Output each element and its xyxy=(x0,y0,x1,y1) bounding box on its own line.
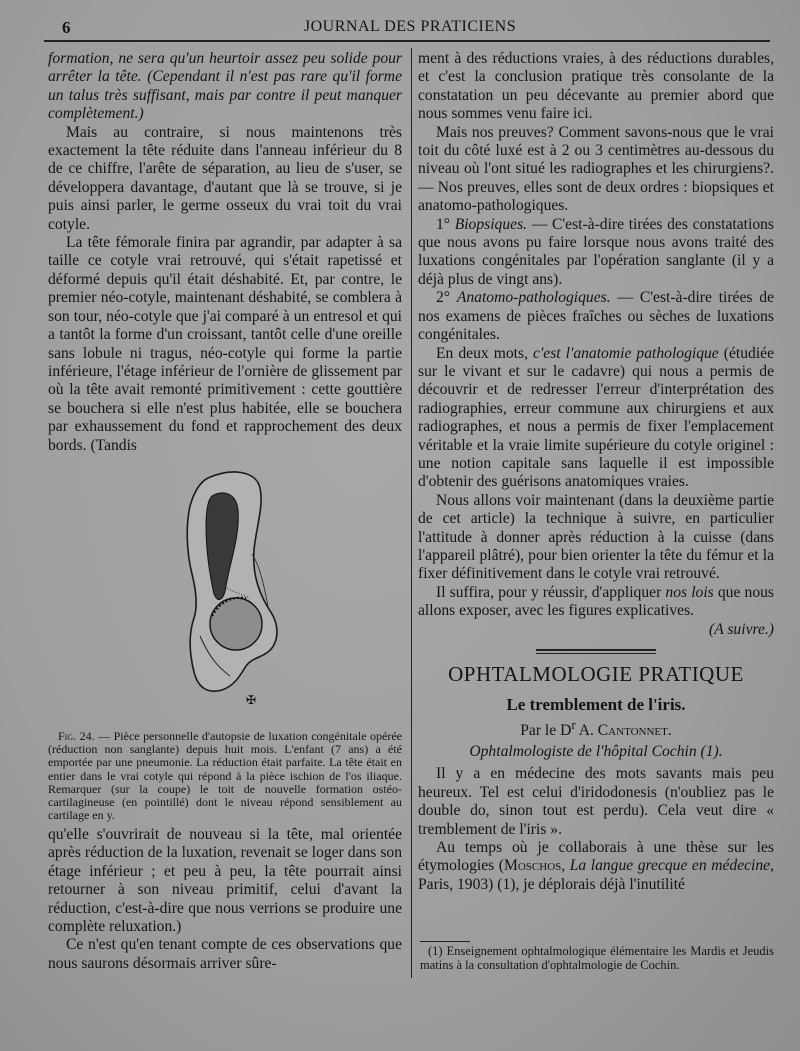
footnote xyxy=(420,945,774,972)
page-header xyxy=(40,16,780,42)
author-affiliation: Ophtalmologiste de l'hôpital Cochin (1). xyxy=(469,743,723,760)
author-sup: r xyxy=(571,717,576,733)
subheading: Anatomo-pathologiques. xyxy=(456,289,611,307)
footnote-text: (1) Enseignement ophtalmologique élémentaire les Mardis et Jeudis matins à la consultation d'ophtalmologie de Cochin. xyxy=(420,944,774,972)
paragraph xyxy=(418,584,774,621)
caption-paragraph xyxy=(48,730,402,822)
paragraph xyxy=(418,839,774,894)
paragraph: Mais au contraire, si nous maintenons très exactement la tête réduite dans l'anneau inférieur du 8 de ce chiffre, l'arête de séparation, au lieu de s'user, se développera davantage, d'autant que là se trouve, si je puis ainsi parler, le germe osseux du vrai toit du vrai cotyle. xyxy=(48,123,402,233)
left-column-top xyxy=(48,50,402,455)
right-column xyxy=(418,50,774,894)
paragraph-text: Au temps où je collaborais à une thèse sur les étymologies ( xyxy=(418,839,774,875)
page-number: 6 xyxy=(62,18,71,37)
paragraph: Mais nos preuves? Comment savons-nous que le vrai toit du côté luxé est à 2 ou 3 centimètres au-dessous du niveau où l'ont situé les radiographes et les chirurgiens?. — Nos preuves, elles sont de deux ordres : biopsiques et anatomo-pathologiques. xyxy=(418,123,774,215)
section-separator-thin xyxy=(536,653,656,654)
paragraph: qu'elle s'ouvrirait de nouveau si la tête, mal orientée après réduction de la luxation, revenait se loger dans son étage inférieur ; et peu à peu, la tête pourrait ainsi retourner à son niveau primitif, celui d'avant la réduction, c'est-à-dire que nous verrions se produire une complète reluxation.) xyxy=(48,826,402,936)
paragraph: ment à des réductions vraies, à des réductions durables, et c'est la conclusion pratique très consolante de la constatation un peu décevante au premier abord que nous sommes venu faire ici. xyxy=(418,50,774,123)
paragraph-text: (étudiée sur le vivant et sur le cadavre) qui nous a permis de découvrir et de redresser l'erreur d'interprétation des radiographies, erreur commune aux chirurgiens et aux radiographes, et nous a permis de fixer l'emplacement véritable et la vraie limite supérieure du cotyle originel : une notion capitale sans laquelle il est impossible d'obtenir des guérisons anatomiques vraies. xyxy=(418,344,774,491)
figure-label: Fig. 24. xyxy=(58,729,95,743)
list-marker: 2° xyxy=(436,289,457,307)
separator: , xyxy=(561,857,570,875)
to-be-continued: (A suivre.) xyxy=(709,620,774,638)
paragraph: Nous allons voir maintenant (dans la deuxième partie de cet article) la technique à suivre, en particulier l'attitude à donner après réduction à la cuisse (dans l'appareil plâtré), pour bien orienter la tête du fémur et la fixer définitivement dans le cotyle vrai retrouvé. xyxy=(418,491,774,583)
emphasis: c'est l'anatomie pathologique xyxy=(533,344,719,362)
section-title: OPHTALMOLOGIE PRATIQUE xyxy=(448,662,744,686)
paragraph xyxy=(48,50,402,124)
paragraph-text: formation, ne sera qu'un heurtoir assez peu solide pour arrêter la tête. (Cependant il n'est pas rare qu'il forme un talus très suffisant, mais par contre il peut manquer complètement.) xyxy=(48,50,402,123)
paragraph-text: — C'est-à-dire tirées des constatations que nous avons pu faire lorsque nous avons traité des luxations congénitales par l'opération sanglante (il y a déjà plus de vingt ans). xyxy=(418,215,774,288)
author-line xyxy=(418,716,774,741)
header-rule xyxy=(44,40,770,42)
cited-author: Moschos xyxy=(503,857,562,875)
paragraph xyxy=(418,345,774,492)
left-column-bottom xyxy=(48,826,402,973)
paragraph-text: En deux mots, xyxy=(436,344,534,362)
paragraph-text: , Paris, 1903) (1), je déplorais déjà l'inutilité xyxy=(418,857,774,893)
hip-bone-figure xyxy=(160,466,300,714)
journal-title: JOURNAL DES PRATICIENS xyxy=(303,18,517,35)
paragraph: La tête fémorale finira par agrandir, par adapter à sa taille ce cotyle vrai retrouvé, qui s'était rapetissé et déformé depuis qu'il était déshabité. Et, par contre, le premier néo-cotyle, maintenant déshabité, se comblera à son tour, néo-cotyle que j'ai comparé à un entresol et qui a tantôt la forme d'un croissant, tantôt celle d'une oreille sans lobule ni tragus, néo-cotyle qui forme la partie inférieure, l'étage inférieur de l'ornière de glissement par où la tête avait remonté primitivement : cette gouttière se bouchera si elle n'est plus habitée, elle se bouchera par exhaussement du fond et rapprochement des deux bords. (Tandis xyxy=(48,234,402,454)
paragraph-text: — C'est-à-dire tirées de nos examens de pièces fraîches ou sèches de luxations congénitales. xyxy=(418,289,774,344)
paragraph-text: que nous allons exposer, avec les figures explicatives. xyxy=(418,583,775,620)
author-name: A. Cantonnet. xyxy=(575,722,672,740)
hip-bone-section-drawing xyxy=(160,466,300,714)
paragraph: Ce n'est qu'en tenant compte de ces observations que nous saurons désormais arriver sûre- xyxy=(48,936,402,972)
paragraph xyxy=(418,216,774,290)
footnote-rule xyxy=(420,941,470,942)
column-divider xyxy=(411,48,412,978)
emphasis: nos lois xyxy=(665,583,714,601)
figure-caption xyxy=(48,730,402,822)
section-separator xyxy=(536,649,656,651)
paragraph-text: Il suffira, pour y réussir, d'appliquer xyxy=(436,583,666,601)
author-prefix: Par le D xyxy=(520,722,572,740)
caption-text: — Pièce personnelle d'autopsie de luxation congénitale opérée (réduction non sanglante) depuis huit mois. L'enfant (7 ans) a été emportée par une pneumonie. La réduction était parfaite. La tête était en entier dans le vrai cotyle qui répond à la pièce ischion de l'os iliaque. Remarquer (sur la coupe) le toit de nouvelle formation ostéo-cartilagineuse (en pointillé) dont le niveau répond sensiblement au cartilage en y. xyxy=(48,729,402,823)
subheading: Biopsiques. xyxy=(454,215,528,233)
paragraph: Il y a en médecine des mots savants mais peu heureux. Tel est celui d'iridodonesis (n'oubliez pas le double do, sinon tout est perdu). Cela veut dire « tremblement de l'iris ». xyxy=(418,765,774,838)
list-marker: 1° xyxy=(436,215,455,233)
svg-text:✠: ✠ xyxy=(246,693,257,707)
article-title: Le tremblement de l'iris. xyxy=(506,695,686,714)
paragraph xyxy=(418,289,774,344)
cited-title: La langue grecque en médecine xyxy=(569,857,771,875)
